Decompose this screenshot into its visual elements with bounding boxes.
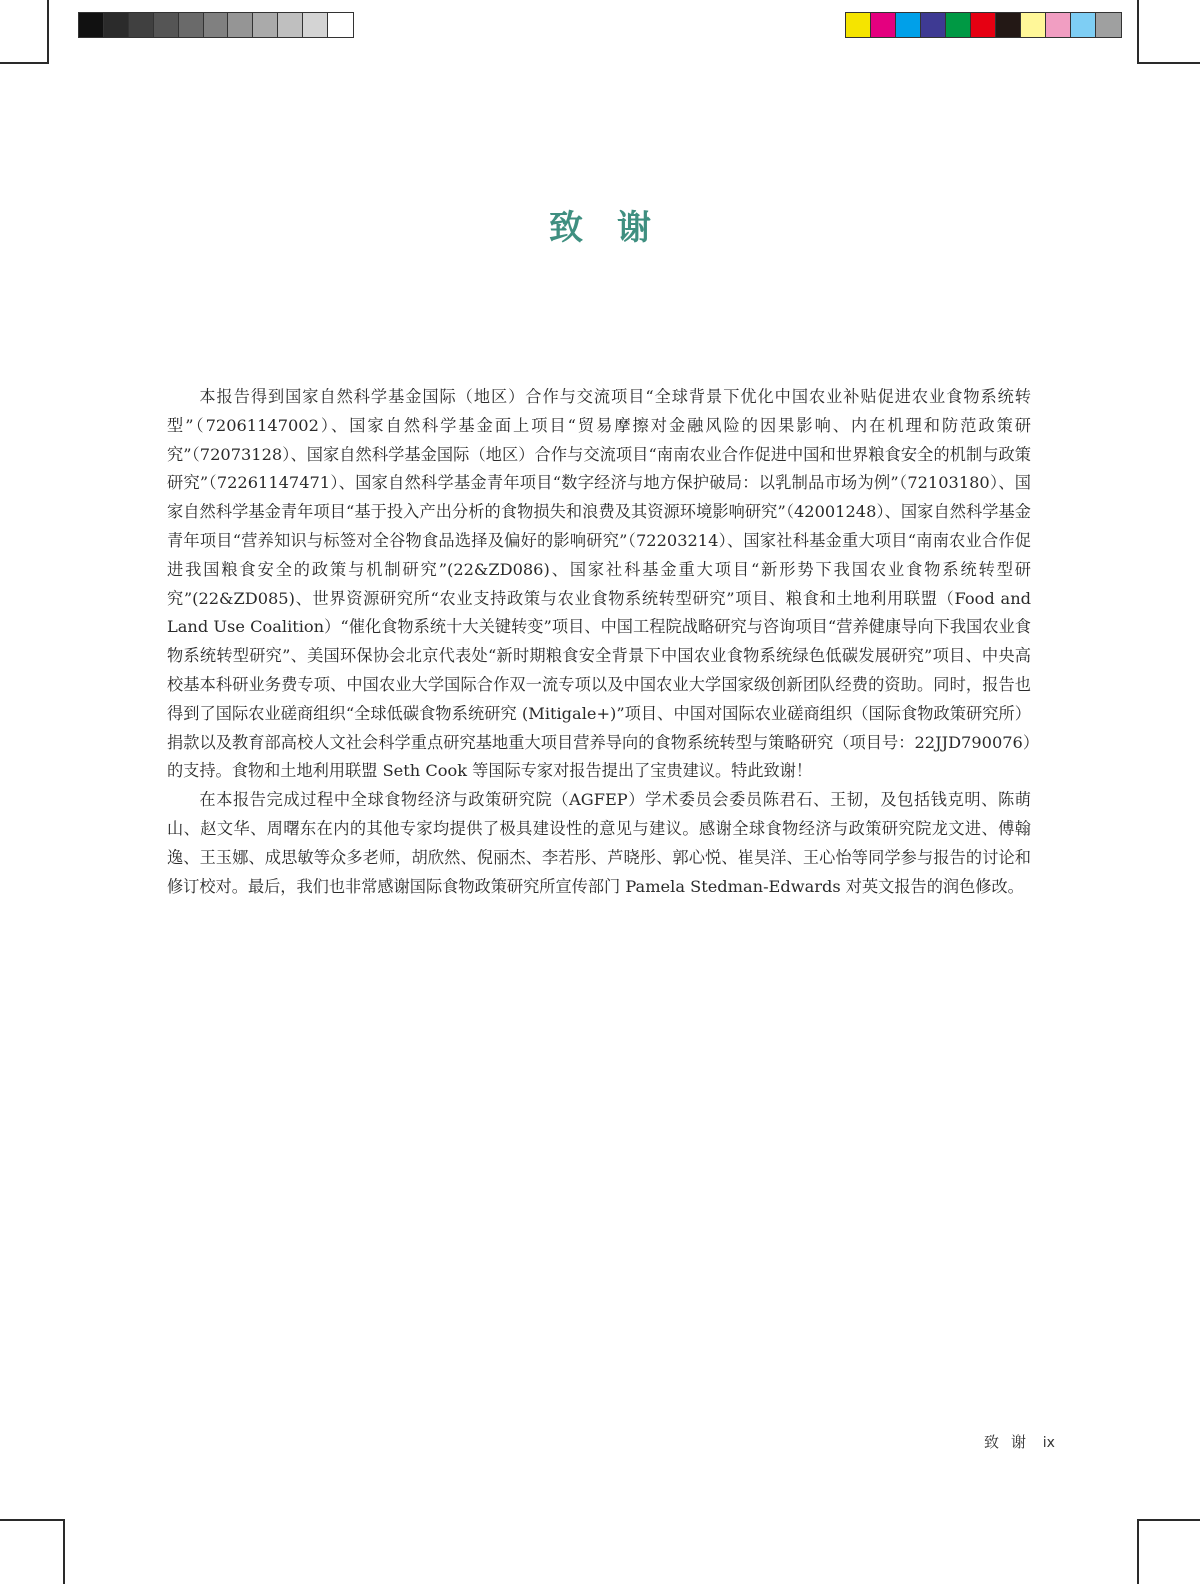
grayscale-swatch: [228, 13, 253, 37]
grayscale-swatch: [179, 13, 204, 37]
crop-mark-top-right-v: [1137, 0, 1139, 64]
paragraph-contributors: 在本报告完成过程中全球食物经济与政策研究院（AGFEP）学术委员会委员陈君石、王韧，及包括钱克明、陈萌山、赵文华、周曙东在内的其他专家均提供了极具建设性的意见与建议。感谢全球食物经济与政策研究院龙文进、傅翰逸、王玉娜、成思敏等众多老师，胡欣然、倪丽杰、李若彤、芦晓彤、郭心悦、崔昊洋、王心怡等同学参与报告的讨论和修订校对。最后，我们也非常感谢国际食物政策研究所宣传部门 Pamela Stedman-Edwards 对英文报告的润色修改。: [167, 790, 1031, 896]
process-color-swatch: [996, 13, 1021, 37]
process-color-swatch: [946, 13, 971, 37]
page-number: ix: [1042, 1435, 1055, 1451]
process-color-swatch: [1021, 13, 1046, 37]
footer-section-label: 致谢: [984, 1433, 1039, 1451]
grayscale-swatch: [79, 13, 104, 37]
crop-mark-bottom-left-v: [63, 1519, 65, 1584]
acknowledgement-body: [167, 383, 1031, 901]
crop-mark-top-left-v: [47, 0, 49, 64]
process-color-swatch: [1071, 13, 1096, 37]
page-title: 致谢: [549, 208, 685, 248]
process-color-swatch: [871, 13, 896, 37]
paragraph-funding: 本报告得到国家自然科学基金国际（地区）合作与交流项目“全球背景下优化中国农业补贴促进农业食物系统转型”（72061147002）、国家自然科学基金面上项目“贸易摩擦对金融风险的因果影响、内在机理和防范政策研究”（72073128）、国家自然科学基金国际（地区）合作与交流项目“南南农业合作促进中国和世界粮食安全的机制与政策研究”（72261147471）、国家自然科学基金青年项目“数字经济与地方保护破局：以乳制品市场为例”（72103180）、国家自然科学基金青年项目“基于投入产出分析的食物损失和浪费及其资源环境影响研究”（42001248）、国家自然科学基金青年项目“营养知识与标签对全谷物食品选择及偏好的影响研究”（72203214）、国家社科基金重大项目“南南农业合作促进我国粮食安全的政策与机制研究”(22&ZD086)、国家社科基金重大项目“新形势下我国农业食物系统转型研究”(22&ZD085)、世界资源研究所“农业支持政策与农业食物系统转型研究”项目、粮食和土地利用联盟（Food and Land Use Coalition）“催化食物系统十大关键转变”项目、中国工程院战略研究与咨询项目“营养健康导向下我国农业食物系统转型研究”、美国环保协会北京代表处“新时期粮食安全背景下中国农业食物系统绿色低碳发展研究”项目、中央高校基本科研业务费专项、中国农业大学国际合作双一流专项以及中国农业大学国家级创新团队经费的资助。同时，报告也得到了国际农业磋商组织“全球低碳食物系统研究 (Mitigale+)”项目、中国对国际农业磋商组织（国际食物政策研究所）捐款以及教育部高校人文社会科学重点研究基地重大项目营养导向的食物系统转型与策略研究（项目号：22JJD790076）的支持。食物和土地利用联盟 Seth Cook 等国际专家对报告提出了宝贵建议。特此致谢！: [167, 387, 1031, 781]
crop-mark-top-left-h: [0, 62, 49, 64]
grayscale-swatch: [303, 13, 328, 37]
grayscale-swatch: [328, 13, 353, 37]
grayscale-swatch: [104, 13, 129, 37]
grayscale-swatch: [253, 13, 278, 37]
process-color-swatch: [971, 13, 996, 37]
process-color-swatch: [921, 13, 946, 37]
process-color-swatch: [1046, 13, 1071, 37]
grayscale-swatch: [154, 13, 179, 37]
grayscale-swatch: [278, 13, 303, 37]
running-footer: [984, 1431, 1055, 1452]
crop-mark-bottom-right-v: [1137, 1519, 1139, 1584]
grayscale-swatch: [204, 13, 229, 37]
process-color-bar: [845, 12, 1122, 38]
process-color-swatch: [1096, 13, 1121, 37]
process-color-swatch: [896, 13, 921, 37]
crop-mark-bottom-left-h: [0, 1519, 65, 1521]
grayscale-color-bar: [78, 12, 354, 38]
process-color-swatch: [846, 13, 871, 37]
crop-mark-bottom-right-h: [1137, 1519, 1200, 1521]
grayscale-swatch: [129, 13, 154, 37]
crop-mark-top-right-h: [1137, 62, 1200, 64]
